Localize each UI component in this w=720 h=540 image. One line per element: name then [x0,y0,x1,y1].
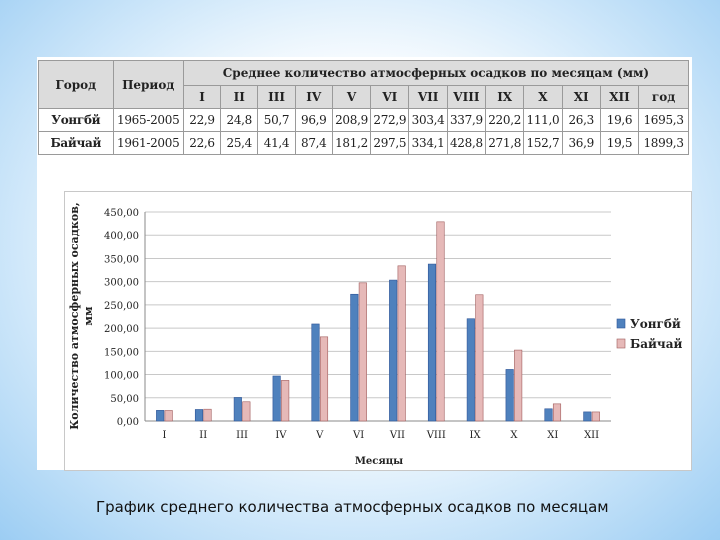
cell-value: 22,9 [183,109,220,132]
header-month: VI [371,86,409,109]
y-tick-label: 150,00 [104,347,139,359]
header-month: IV [295,86,332,109]
cell-value: 272,9 [371,109,409,132]
cell-value: 271,8 [486,132,524,155]
bar-series-2 [437,222,445,421]
bar-series-1 [195,409,203,421]
cell-value: 19,6 [600,109,638,132]
header-month: XI [562,86,600,109]
x-tick-label: IV [275,430,287,441]
header-month: IX [486,86,524,109]
bar-series-2 [398,266,406,421]
header-month: V [332,86,370,109]
x-tick-label: XII [584,430,600,441]
bar-series-1 [584,412,592,421]
header-month: III [258,86,295,109]
bar-series-2 [243,402,251,421]
cell-value: 303,4 [409,109,447,132]
x-tick-label: VII [389,430,405,441]
cell-value: 41,4 [258,132,295,155]
bar-series-1 [545,409,553,421]
legend-label: Уонгбй [630,317,681,331]
cell-value: 24,8 [221,109,258,132]
bar-chart [65,192,691,470]
bar-series-1 [467,319,475,421]
cell-value: 111,0 [524,109,562,132]
x-tick-label: VI [352,430,365,441]
x-tick-label: VIII [426,430,446,441]
y-tick-label: 200,00 [104,324,139,336]
x-tick-label: V [316,430,324,441]
bar-series-2 [553,404,561,421]
cell-year: 1695,3 [639,109,689,132]
table-row [39,132,689,155]
header-month: VIII [447,86,485,109]
bar-series-1 [351,294,359,421]
cell-value: 152,7 [524,132,562,155]
x-tick-label: IX [469,430,481,441]
legend-label: Байчай [630,337,683,351]
cell-value: 19,5 [600,132,638,155]
bar-series-2 [514,350,522,421]
bar-series-2 [592,412,600,421]
cell-value: 220,2 [486,109,524,132]
bar-series-1 [273,376,281,421]
cell-value: 87,4 [295,132,332,155]
y-tick-label: 300,00 [104,277,139,289]
cell-value: 337,9 [447,109,485,132]
cell-value: 334,1 [409,132,447,155]
cell-period: 1965-2005 [113,109,183,132]
cell-city: Уонгбй [39,109,114,132]
chart-container [64,191,692,471]
header-month: VII [409,86,447,109]
legend-swatch [617,339,625,348]
x-tick-label: X [510,430,518,441]
bar-series-2 [165,411,173,421]
bar-series-1 [312,324,320,421]
y-tick-label: 250,00 [104,300,139,312]
bar-series-1 [428,264,436,421]
header-year: год [639,86,689,109]
cell-value: 208,9 [332,109,370,132]
cell-year: 1899,3 [639,132,689,155]
header-period: Период [113,61,183,109]
x-tick-label: II [199,430,208,441]
cell-value: 96,9 [295,109,332,132]
y-tick-label: 50,00 [110,393,139,405]
cell-value: 26,3 [562,109,600,132]
bar-series-1 [156,410,164,421]
x-axis-title: Месяцы [354,456,404,467]
cell-period: 1961-2005 [113,132,183,155]
cell-value: 181,2 [332,132,370,155]
y-tick-label: 450,00 [104,208,139,219]
bar-series-2 [359,283,367,421]
bar-series-2 [320,337,328,421]
bar-series-1 [506,369,513,421]
legend-swatch [617,319,625,328]
x-tick-label: I [162,430,167,441]
header-month: X [524,86,562,109]
cell-city: Байчай [39,132,114,155]
cell-value: 50,7 [258,109,295,132]
precipitation-table [38,60,689,155]
cell-value: 428,8 [447,132,485,155]
table-row [39,109,689,132]
cell-value: 22,6 [183,132,220,155]
cell-value: 36,9 [562,132,600,155]
cell-value: 297,5 [371,132,409,155]
header-group: Среднее количество атмосферных осадков по месяцам (мм) [183,61,688,86]
bar-series-2 [204,409,212,421]
header-city: Город [39,61,114,109]
header-month: I [183,86,220,109]
cell-value: 25,4 [221,132,258,155]
header-month: II [221,86,258,109]
x-tick-label: XI [547,430,559,441]
x-tick-label: III [236,430,249,441]
y-tick-label: 350,00 [104,254,139,266]
y-axis-title: Количество атмосферных осадков, [68,202,81,430]
bar-series-1 [234,397,242,421]
y-tick-label: 400,00 [104,231,139,243]
y-tick-label: 0,00 [116,417,139,428]
header-month: XII [600,86,638,109]
y-axis-title-unit: мм [82,306,95,326]
y-tick-label: 100,00 [104,370,139,382]
bar-series-2 [281,380,289,421]
bar-series-1 [389,280,397,421]
bar-series-2 [476,295,484,421]
chart-caption: График среднего количества атмосферных осадков по месяцам [96,498,609,516]
